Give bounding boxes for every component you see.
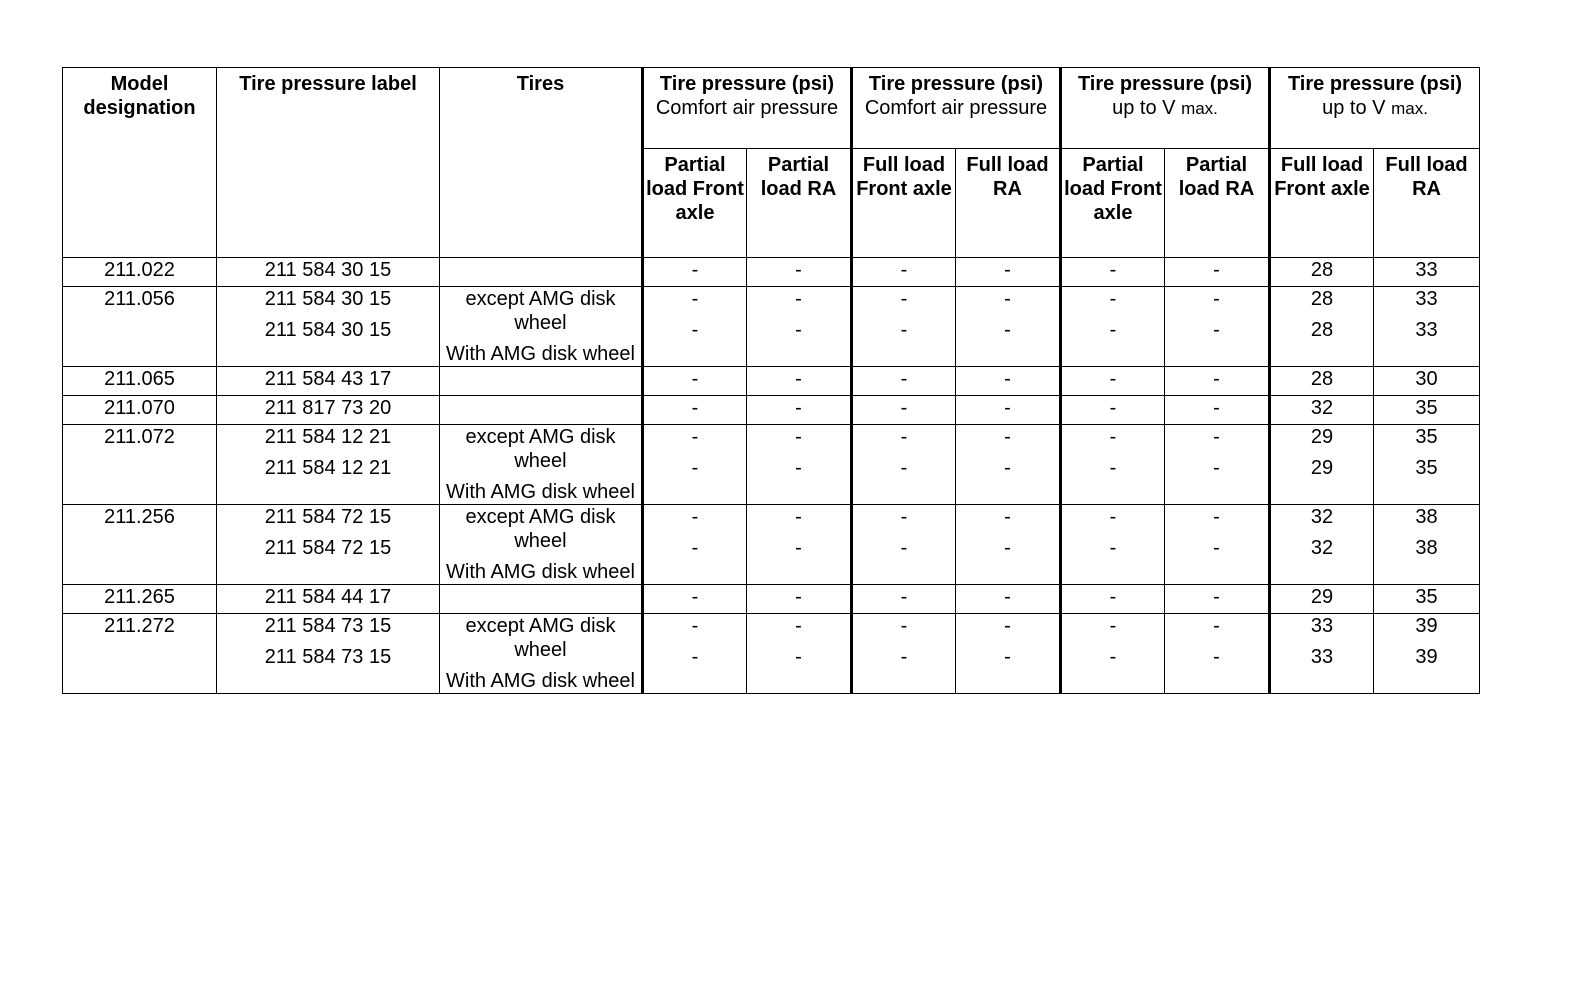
tires-cell-line: [442, 585, 639, 609]
value-cell: [1165, 258, 1270, 287]
value-cell-line: -: [1004, 397, 1011, 419]
value-cell-line: -: [1109, 615, 1117, 637]
model-cell: [63, 425, 217, 505]
header-group-3: [1061, 68, 1270, 149]
header-tires-text: Tires: [516, 73, 565, 95]
model-cell: [63, 505, 217, 585]
value-cell: [956, 505, 1061, 585]
model-cell: [63, 585, 217, 614]
value-cell: [1374, 425, 1480, 505]
model-cell-line: 211.065: [104, 368, 175, 390]
label-cell: [217, 287, 440, 367]
value-cell-line: -: [795, 288, 802, 310]
label-cell: [217, 367, 440, 396]
label-cell: [217, 396, 440, 425]
value-cell: [1270, 396, 1374, 425]
value-cell-line: 28: [1310, 259, 1334, 281]
group-1-sub: [646, 96, 848, 120]
value-cell-line: -: [1004, 506, 1011, 528]
tires-cell: [440, 258, 643, 287]
subheader-3: Full load Front axle: [852, 149, 956, 258]
value-cell-line: -: [1109, 646, 1117, 668]
value-cell-line: -: [900, 537, 908, 559]
value-cell: [852, 287, 956, 367]
value-cell: [747, 287, 852, 367]
value-cell-line: -: [795, 457, 802, 479]
value-cell: [1270, 585, 1374, 614]
model-cell: [63, 367, 217, 396]
value-cell: [1374, 258, 1480, 287]
value-cell-line: -: [900, 506, 908, 528]
tires-cell-line: [442, 367, 639, 391]
group-1-title: Tire pressure (psi): [659, 73, 835, 95]
value-cell-line: -: [1213, 646, 1220, 668]
value-cell: [1061, 614, 1165, 694]
value-cell: [1165, 505, 1270, 585]
value-cell-line: -: [1004, 368, 1011, 390]
value-cell: [852, 425, 956, 505]
value-cell-line: -: [795, 537, 802, 559]
label-cell-line: 211 584 43 17: [264, 368, 392, 390]
value-cell: [956, 367, 1061, 396]
model-cell: [63, 614, 217, 694]
label-cell-line: 211 584 30 15: [264, 288, 392, 310]
tires-cell-line: except AMG disk wheel: [465, 506, 616, 552]
table-row: [63, 505, 1480, 585]
value-cell: [1061, 367, 1165, 396]
tires-cell: [440, 425, 643, 505]
group-2-title: Tire pressure (psi): [868, 73, 1044, 95]
value-cell-line: -: [795, 397, 802, 419]
value-cell: [1270, 258, 1374, 287]
table-row: [63, 396, 1480, 425]
value-cell: [956, 585, 1061, 614]
value-cell: [852, 367, 956, 396]
value-cell-line: -: [1213, 259, 1220, 281]
group-3-sub: [1064, 96, 1266, 121]
label-cell-line: 211 584 12 21: [264, 426, 392, 448]
label-cell-line: 211 584 72 15: [264, 506, 392, 528]
value-cell: [1270, 425, 1374, 505]
value-cell: [1374, 585, 1480, 614]
model-cell-line: 211.056: [104, 288, 175, 310]
model-cell-line: 211.256: [104, 506, 175, 528]
label-cell: [217, 425, 440, 505]
tires-cell-line: except AMG disk wheel: [465, 615, 616, 661]
value-cell-line: -: [691, 646, 699, 668]
value-cell-line: 33: [1415, 259, 1438, 281]
tires-cell-line: except AMG disk wheel: [465, 288, 616, 334]
value-cell-line: -: [1109, 506, 1117, 528]
header-group-4: [1270, 68, 1480, 149]
value-cell: [852, 614, 956, 694]
table-row: [63, 585, 1480, 614]
value-cell-line: -: [691, 319, 699, 341]
header-model-designation: [63, 68, 217, 258]
value-cell: [747, 585, 852, 614]
value-cell-line: -: [795, 259, 802, 281]
value-cell-line: -: [1109, 457, 1117, 479]
label-cell: [217, 258, 440, 287]
value-cell-line: -: [795, 506, 802, 528]
label-cell-line: 211 584 72 15: [264, 537, 392, 559]
value-cell-line: -: [900, 288, 908, 310]
header-group-1: [643, 68, 852, 149]
value-cell-line: -: [1213, 288, 1220, 310]
value-cell-line: -: [1109, 397, 1117, 419]
value-cell-line: -: [1213, 586, 1220, 608]
value-cell-line: -: [1213, 457, 1220, 479]
group-4-sub-suffix: max.: [1391, 99, 1428, 118]
group-2-sub: [855, 96, 1057, 120]
value-cell: [1374, 287, 1480, 367]
subheader-1: Partial load Front axle: [643, 149, 747, 258]
value-cell: [1061, 585, 1165, 614]
label-cell: [217, 505, 440, 585]
label-cell: [217, 585, 440, 614]
value-cell: [1270, 614, 1374, 694]
value-cell: [1061, 396, 1165, 425]
value-cell-line: -: [900, 646, 908, 668]
value-cell: [1165, 585, 1270, 614]
value-cell-line: -: [900, 615, 908, 637]
subheader-8: Full load RA: [1374, 149, 1480, 258]
value-cell-line: 33: [1415, 288, 1438, 310]
model-cell: [63, 258, 217, 287]
group-1-sub-text: Comfort air pressure: [655, 97, 839, 119]
value-cell-line: -: [691, 397, 699, 419]
value-cell: [643, 396, 747, 425]
table-body: [63, 258, 1480, 694]
value-cell-line: -: [691, 457, 699, 479]
value-cell: [1165, 425, 1270, 505]
value-cell: [1374, 614, 1480, 694]
value-cell-line: 35: [1415, 397, 1438, 419]
header-tires: [440, 68, 643, 258]
value-cell-line: -: [691, 368, 699, 390]
subheader-4: Full load RA: [956, 149, 1061, 258]
value-cell: [852, 505, 956, 585]
value-cell: [747, 614, 852, 694]
tires-cell-line: [442, 258, 639, 282]
value-cell-line: -: [795, 586, 802, 608]
value-cell-line: -: [1004, 426, 1011, 448]
value-cell: [747, 367, 852, 396]
group-2-sub-text: Comfort air pressure: [864, 97, 1048, 119]
value-cell-line: -: [1213, 319, 1220, 341]
value-cell-line: 39: [1415, 615, 1438, 637]
label-cell-line: 211 584 73 15: [264, 646, 392, 668]
subheader-2: Partial load RA: [747, 149, 852, 258]
value-cell: [1165, 367, 1270, 396]
group-4-title: Tire pressure (psi): [1287, 73, 1463, 95]
header-model-label: Model designation: [83, 73, 196, 119]
value-cell-line: -: [1004, 615, 1011, 637]
value-cell: [1061, 505, 1165, 585]
label-cell: [217, 614, 440, 694]
tires-cell-line: [442, 396, 639, 420]
value-cell: [1061, 258, 1165, 287]
value-cell: [643, 585, 747, 614]
value-cell: [1165, 287, 1270, 367]
value-cell-line: 28: [1310, 368, 1334, 390]
value-cell: [747, 396, 852, 425]
value-cell-line: -: [1109, 426, 1117, 448]
tires-cell-line: With AMG disk wheel: [446, 561, 635, 583]
value-cell-line: -: [1004, 457, 1011, 479]
value-cell: [852, 258, 956, 287]
label-cell-line: 211 584 30 15: [264, 259, 392, 281]
value-cell-line: 38: [1415, 537, 1438, 559]
value-cell: [643, 287, 747, 367]
value-cell-line: -: [1109, 537, 1117, 559]
value-cell-line: -: [900, 586, 908, 608]
value-cell-line: -: [1213, 615, 1220, 637]
model-cell: [63, 396, 217, 425]
label-cell-line: 211 817 73 20: [264, 397, 392, 419]
label-cell-line: 211 584 73 15: [264, 615, 392, 637]
tires-cell: [440, 585, 643, 614]
value-cell-line: -: [1213, 537, 1220, 559]
value-cell-line: 38: [1415, 506, 1438, 528]
subheader-5: Partial load Front axle: [1061, 149, 1165, 258]
model-cell: [63, 287, 217, 367]
value-cell: [852, 396, 956, 425]
table-row: [63, 614, 1480, 694]
model-cell-line: 211.265: [104, 586, 175, 608]
value-cell-line: -: [900, 259, 908, 281]
header-row-groups: [63, 68, 1480, 149]
value-cell-line: -: [1213, 426, 1220, 448]
model-cell-line: 211.072: [104, 426, 175, 448]
header-group-2: [852, 68, 1061, 149]
value-cell-line: -: [691, 506, 699, 528]
value-cell-line: -: [691, 288, 699, 310]
value-cell: [643, 614, 747, 694]
value-cell-line: -: [691, 537, 699, 559]
value-cell: [747, 505, 852, 585]
value-cell-line: -: [1004, 288, 1011, 310]
value-cell: [956, 614, 1061, 694]
value-cell-line: 33: [1310, 615, 1334, 637]
subheader-7: Full load Front axle: [1270, 149, 1374, 258]
table-row: [63, 287, 1480, 367]
value-cell: [1374, 367, 1480, 396]
value-cell-line: 35: [1415, 426, 1438, 448]
group-4-sub-text: up to V: [1322, 97, 1386, 119]
value-cell: [956, 258, 1061, 287]
value-cell-line: -: [1109, 288, 1117, 310]
value-cell-line: 30: [1415, 368, 1438, 390]
table-row: [63, 425, 1480, 505]
group-3-sub-text: up to V: [1112, 97, 1176, 119]
value-cell-line: -: [795, 615, 802, 637]
value-cell-line: -: [1109, 259, 1117, 281]
value-cell-line: -: [795, 646, 802, 668]
tires-cell: [440, 367, 643, 396]
value-cell-line: -: [1213, 506, 1220, 528]
tires-cell-line: With AMG disk wheel: [446, 670, 635, 692]
value-cell: [1270, 505, 1374, 585]
tires-cell-line: except AMG disk wheel: [465, 426, 616, 472]
value-cell-line: 35: [1415, 457, 1438, 479]
value-cell-line: -: [900, 319, 908, 341]
value-cell-line: 29: [1310, 457, 1334, 479]
value-cell-line: 32: [1310, 506, 1334, 528]
value-cell-line: -: [900, 397, 908, 419]
value-cell: [1270, 367, 1374, 396]
value-cell: [1270, 287, 1374, 367]
value-cell-line: 29: [1310, 586, 1334, 608]
value-cell-line: -: [1109, 368, 1117, 390]
value-cell: [747, 425, 852, 505]
tires-cell: [440, 396, 643, 425]
value-cell-line: -: [1004, 537, 1011, 559]
value-cell-line: 32: [1310, 397, 1334, 419]
value-cell-line: 32: [1310, 537, 1334, 559]
value-cell-line: -: [1004, 646, 1011, 668]
label-cell-line: 211 584 30 15: [264, 319, 392, 341]
value-cell-line: -: [795, 426, 802, 448]
header-tire-pressure-label: [217, 68, 440, 258]
value-cell-line: -: [1213, 368, 1220, 390]
tire-pressure-table: [62, 67, 1480, 694]
value-cell-line: -: [1213, 397, 1220, 419]
value-cell: [643, 505, 747, 585]
value-cell-line: 33: [1415, 319, 1438, 341]
value-cell-line: -: [691, 615, 699, 637]
group-4-sub: [1273, 96, 1477, 121]
value-cell: [1061, 287, 1165, 367]
value-cell-line: -: [1109, 586, 1117, 608]
value-cell: [956, 287, 1061, 367]
value-cell-line: -: [1004, 319, 1011, 341]
value-cell-line: -: [1109, 319, 1117, 341]
value-cell: [747, 258, 852, 287]
value-cell-line: 35: [1415, 586, 1438, 608]
table-row: [63, 367, 1480, 396]
value-cell-line: -: [795, 319, 802, 341]
value-cell: [643, 258, 747, 287]
group-3-sub-suffix: max.: [1181, 99, 1218, 118]
value-cell: [1374, 396, 1480, 425]
value-cell: [956, 425, 1061, 505]
value-cell: [643, 367, 747, 396]
value-cell-line: 28: [1310, 288, 1334, 310]
value-cell-line: -: [795, 368, 802, 390]
model-cell-line: 211.022: [104, 259, 175, 281]
value-cell-line: -: [691, 586, 699, 608]
table-row: [63, 258, 1480, 287]
value-cell-line: -: [900, 426, 908, 448]
subheader-6: Partial load RA: [1165, 149, 1270, 258]
value-cell: [1061, 425, 1165, 505]
tires-cell-line: With AMG disk wheel: [446, 481, 635, 503]
group-3-title: Tire pressure (psi): [1077, 73, 1253, 95]
tires-cell: [440, 287, 643, 367]
value-cell-line: -: [691, 426, 699, 448]
value-cell-line: -: [1004, 259, 1011, 281]
value-cell: [852, 585, 956, 614]
value-cell: [956, 396, 1061, 425]
model-cell-line: 211.272: [104, 615, 175, 637]
value-cell-line: -: [900, 368, 908, 390]
label-cell-line: 211 584 44 17: [264, 586, 392, 608]
value-cell: [1165, 614, 1270, 694]
value-cell-line: 33: [1310, 646, 1334, 668]
value-cell-line: -: [900, 457, 908, 479]
value-cell: [1374, 505, 1480, 585]
table-header: [63, 68, 1480, 258]
value-cell-line: -: [1004, 586, 1011, 608]
value-cell-line: 28: [1310, 319, 1334, 341]
value-cell: [1165, 396, 1270, 425]
label-cell-line: 211 584 12 21: [264, 457, 392, 479]
tires-cell: [440, 614, 643, 694]
tires-cell: [440, 505, 643, 585]
value-cell: [643, 425, 747, 505]
header-label-text: Tire pressure label: [239, 73, 417, 95]
model-cell-line: 211.070: [104, 397, 175, 419]
value-cell-line: -: [691, 259, 699, 281]
value-cell-line: 29: [1310, 426, 1334, 448]
tires-cell-line: With AMG disk wheel: [446, 343, 635, 365]
value-cell-line: 39: [1415, 646, 1438, 668]
